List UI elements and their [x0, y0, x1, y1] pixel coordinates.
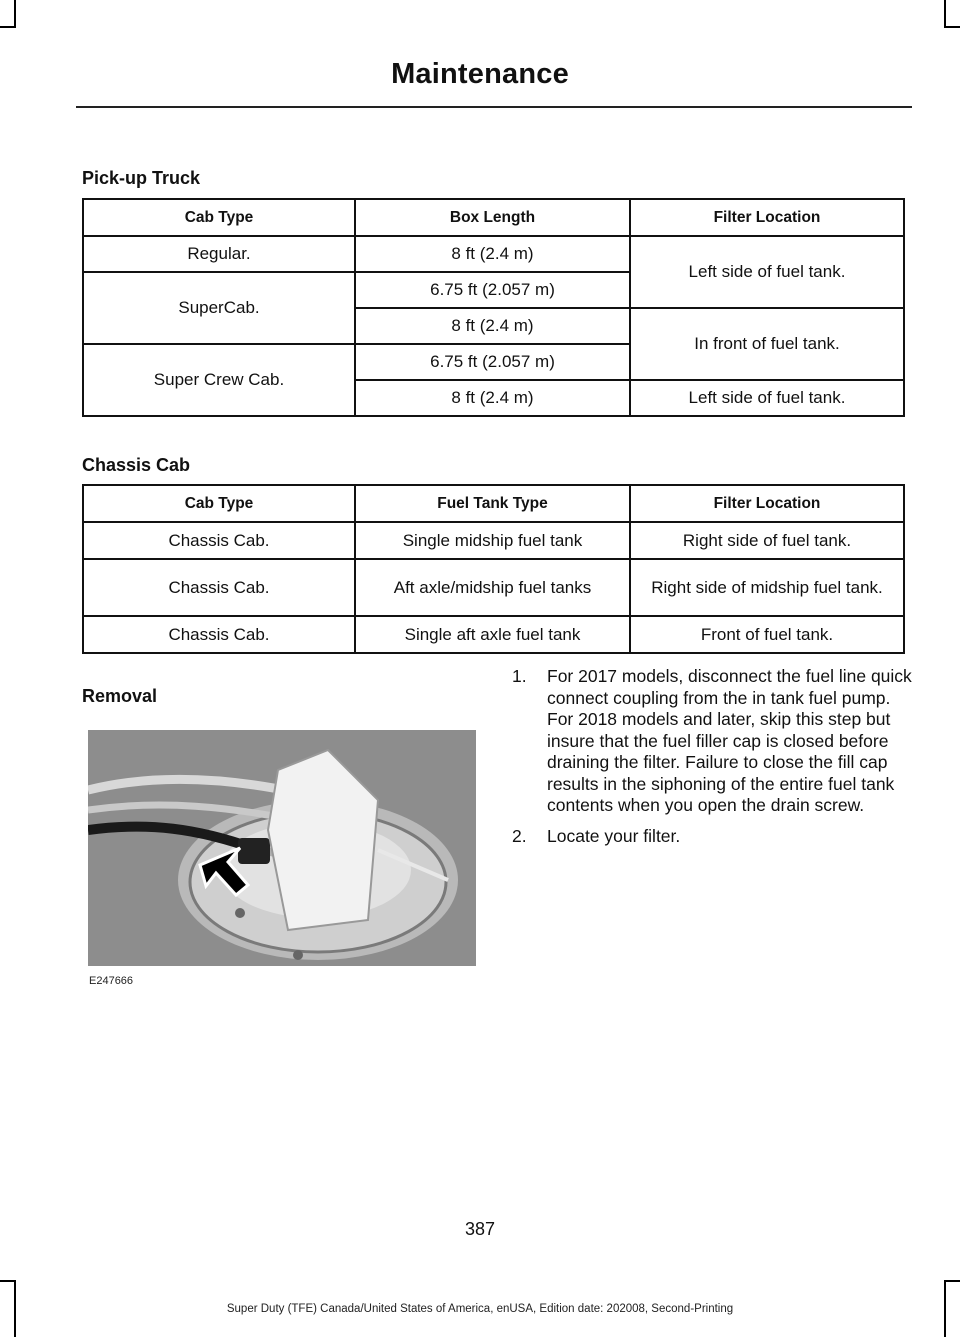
crop-mark	[14, 0, 16, 26]
fuel-pump-illustration	[88, 730, 476, 966]
box-length-cell: 8 ft (2.4 m)	[355, 236, 630, 272]
filter-location-cell: Right side of fuel tank.	[630, 522, 904, 559]
fuel-pump-photo	[88, 730, 476, 966]
crop-mark	[944, 26, 960, 28]
box-length-cell: 6.75 ft (2.057 m)	[355, 272, 630, 308]
filter-location-cell: In front of fuel tank.	[630, 308, 904, 380]
crop-mark	[0, 26, 16, 28]
column-header: Fuel Tank Type	[355, 485, 630, 522]
cab-type-cell: Chassis Cab.	[83, 616, 355, 653]
crop-mark	[944, 1280, 960, 1282]
table-row	[83, 522, 904, 559]
cab-type-cell: SuperCab.	[83, 272, 355, 344]
page-number: 387	[464, 1219, 496, 1239]
column-header: Cab Type	[83, 485, 355, 522]
filter-location-cell: Left side of fuel tank.	[630, 236, 904, 308]
box-length-cell: 8 ft (2.4 m)	[355, 380, 630, 416]
cab-type-cell: Chassis Cab.	[83, 522, 355, 559]
cab-type-cell: Regular.	[83, 236, 355, 272]
table-row	[83, 236, 904, 272]
chassis-table	[82, 484, 905, 654]
cab-type-cell: Chassis Cab.	[83, 559, 355, 616]
removal-steps	[512, 666, 912, 856]
step-number: 2.	[512, 825, 527, 846]
table-header-row	[83, 485, 904, 522]
column-header: Filter Location	[630, 485, 904, 522]
table-row	[83, 559, 904, 616]
image-code: E247666	[89, 975, 134, 987]
column-header: Cab Type	[83, 199, 355, 236]
list-item	[512, 666, 912, 817]
page-title: Maintenance	[391, 58, 569, 90]
crop-mark	[944, 0, 946, 26]
chassis-heading: Chassis Cab	[82, 455, 191, 475]
tank-type-cell: Single aft axle fuel tank	[355, 616, 630, 653]
table-header-row	[83, 199, 904, 236]
footer-text: Super Duty (TFE) Canada/United States of America, enUSA, Edition date: 202008, Second-Printing	[226, 1303, 734, 1315]
filter-location-cell: Right side of midship fuel tank.	[630, 559, 904, 616]
filter-location-cell: Front of fuel tank.	[630, 616, 904, 653]
box-length-cell: 6.75 ft (2.057 m)	[355, 344, 630, 380]
list-item	[512, 826, 912, 848]
filter-location-cell: Left side of fuel tank.	[630, 380, 904, 416]
step-text: Locate your filter.	[547, 825, 681, 846]
pickup-table	[82, 198, 905, 417]
tank-type-cell: Single midship fuel tank	[355, 522, 630, 559]
cab-type-cell: Super Crew Cab.	[83, 344, 355, 416]
step-number: 1.	[512, 666, 527, 686]
table-row	[83, 616, 904, 653]
column-header: Box Length	[355, 199, 630, 236]
tank-type-cell: Aft axle/midship fuel tanks	[355, 559, 630, 616]
header-divider	[76, 106, 912, 108]
column-header: Filter Location	[630, 199, 904, 236]
step-text: For 2017 models, disconnect the fuel line quick connect coupling from the in tank fuel pump. For 2018 models and later, skip this step but insure that the fuel filler cap is closed before draining the filter. Failure to close the fill cap results in the siphoning of the entire fuel tank contents when you open the drain screw.	[547, 666, 912, 815]
box-length-cell: 8 ft (2.4 m)	[355, 308, 630, 344]
removal-heading: Removal	[82, 686, 158, 706]
pickup-heading: Pick-up Truck	[82, 168, 201, 188]
